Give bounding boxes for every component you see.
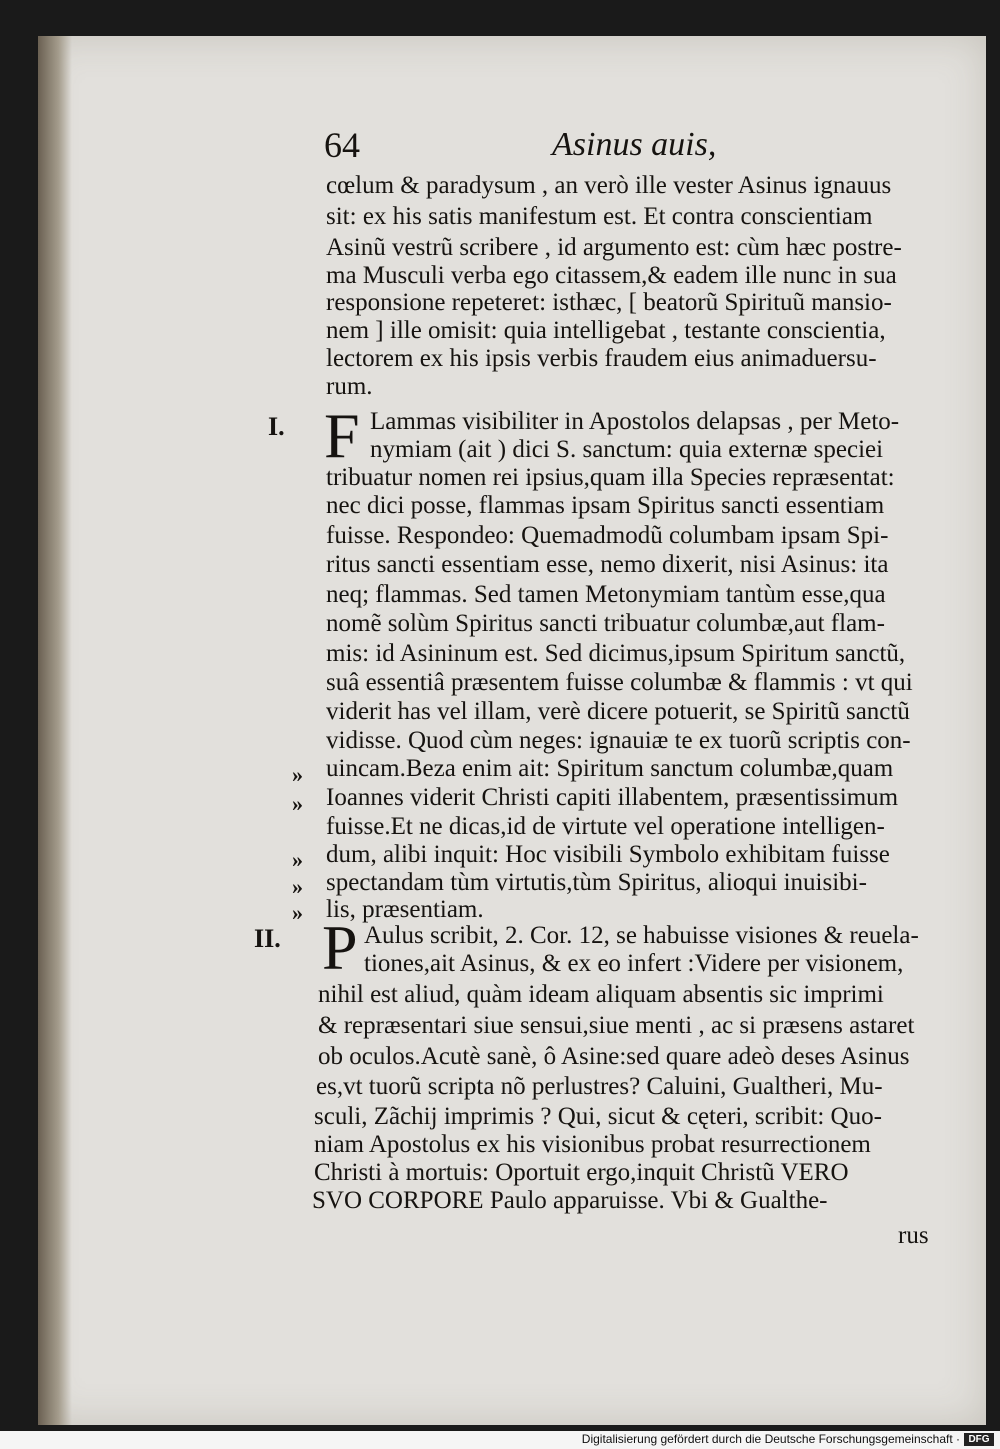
text-line: Lammas visibiliter in Apostolos delapsas , per Meto- <box>370 408 900 435</box>
page-number: 64 <box>324 125 360 165</box>
text-line: Aulus scribit, 2. Cor. 12, se habuisse visiones & reuela- <box>364 922 919 949</box>
quote-mark: » <box>292 900 303 925</box>
text-line: uincam.Beza enim ait: Spiritum sanctum columbæ,quam <box>326 755 894 782</box>
text-line: responsione repeteret: isthæc, [ beatorũ Spirituũ mansio- <box>326 289 892 316</box>
text-line: spectandam tùm virtutis,tùm Spiritus, alioqui inuisibi- <box>326 869 867 896</box>
drop-capital: P <box>322 912 358 983</box>
text-line: lectorem ex his ipsis verbis fraudem eius animaduersu- <box>326 345 877 372</box>
text-line: Christi à mortuis: Oportuit ergo,inquit Christũ VERO <box>314 1159 849 1186</box>
text-line: Ioannes viderit Christi capiti illabentem, præsentissimum <box>326 784 899 811</box>
text-line: rum. <box>326 373 373 400</box>
catchword: rus <box>898 1222 929 1249</box>
text-line: nec dici posse, flammas ipsam Spiritus sancti essentiam <box>326 492 885 519</box>
running-head: Asinus auis, <box>552 126 717 163</box>
text-line: suâ essentiâ præsentem fuisse columbæ & flammis : vt qui <box>326 669 913 696</box>
text-line: SVO CORPORE Paulo apparuisse. Vbi & Gualthe- <box>312 1187 828 1214</box>
text-line: dum, alibi inquit: Hoc visibili Symbolo exhibitam fuisse <box>326 841 890 868</box>
text-line: cœlum & paradysum , an verò ille vester Asinus ignauus <box>326 172 892 199</box>
text-line: nem ] ille omisit: quia intelligebat , testante conscientia, <box>326 317 886 344</box>
text-line: sculi, Zãchij imprimis ? Qui, sicut & cęteri, scribit: Quo- <box>314 1103 882 1130</box>
text-line: fuisse.Et ne dicas,id de virtute vel operatione intelligen- <box>326 813 885 840</box>
text-line: vidisse. Quod cùm neges: ignauiæ te ex tuorũ scriptis con- <box>326 727 911 754</box>
text-line: ritus sancti essentiam esse, nemo dixerit, nisi Asinus: ita <box>326 551 889 578</box>
text-line: & repræsentari siue sensui,siue menti , ac si præsens astaret <box>318 1012 915 1039</box>
text-line: tribuatur nomen rei ipsius,quam illa Species repræsentat: <box>326 464 895 491</box>
text-line: Asinũ vestrũ scribere , id argumento est: cùm hæc postre- <box>326 234 902 261</box>
text-line: niam Apostolus ex his visionibus probat resurrectionem <box>314 1131 871 1158</box>
text-line: ob oculos.Acutè sanè, ô Asine:sed quare adeò deses Asinus <box>318 1043 910 1070</box>
section-number: I. <box>268 412 285 441</box>
text-line: lis, præsentiam. <box>326 896 484 923</box>
text-line: es,vt tuorũ scripta nõ perlustres? Caluini, Gualtheri, Mu- <box>316 1073 883 1100</box>
quote-mark: » <box>292 762 303 787</box>
text-line: fuisse. Respondeo: Quemadmodũ columbam ipsam Spi- <box>326 522 889 549</box>
text-line: viderit has vel illam, verè dicere potuerit, se Spiritũ sanctũ <box>326 698 910 725</box>
quote-mark: » <box>292 791 303 816</box>
text-line: sit: ex his satis manifestum est. Et contra conscientiam <box>326 203 873 230</box>
quote-mark: » <box>292 874 303 899</box>
text-line: mis: id Asininum est. Sed dicimus,ipsum Spiritum sanctũ, <box>326 640 906 667</box>
section-number: II. <box>254 924 281 953</box>
text-line: nihil est aliud, quàm ideam aliquam absentis sic imprimi <box>318 981 884 1008</box>
dfg-logo-icon: DFG <box>964 1433 994 1446</box>
text-line: nomẽ solùm Spiritus sancti tribuatur columbæ,aut flam- <box>326 610 885 637</box>
text-line: tiones,ait Asinus, & ex eo infert :Videre per visionem, <box>364 950 904 977</box>
text-line: nymiam (ait ) dici S. sanctum: quia externæ speciei <box>370 436 884 463</box>
footer-credit: Digitalisierung gefördert durch die Deutsche Forschungsgemeinschaft · <box>581 1432 960 1446</box>
text-line: ma Musculi verba ego citassem,& eadem ille nunc in sua <box>326 262 897 289</box>
quote-mark: » <box>292 847 303 872</box>
drop-capital: F <box>324 400 360 471</box>
text-line: neq; flammas. Sed tamen Metonymiam tantùm esse,qua <box>326 581 886 608</box>
